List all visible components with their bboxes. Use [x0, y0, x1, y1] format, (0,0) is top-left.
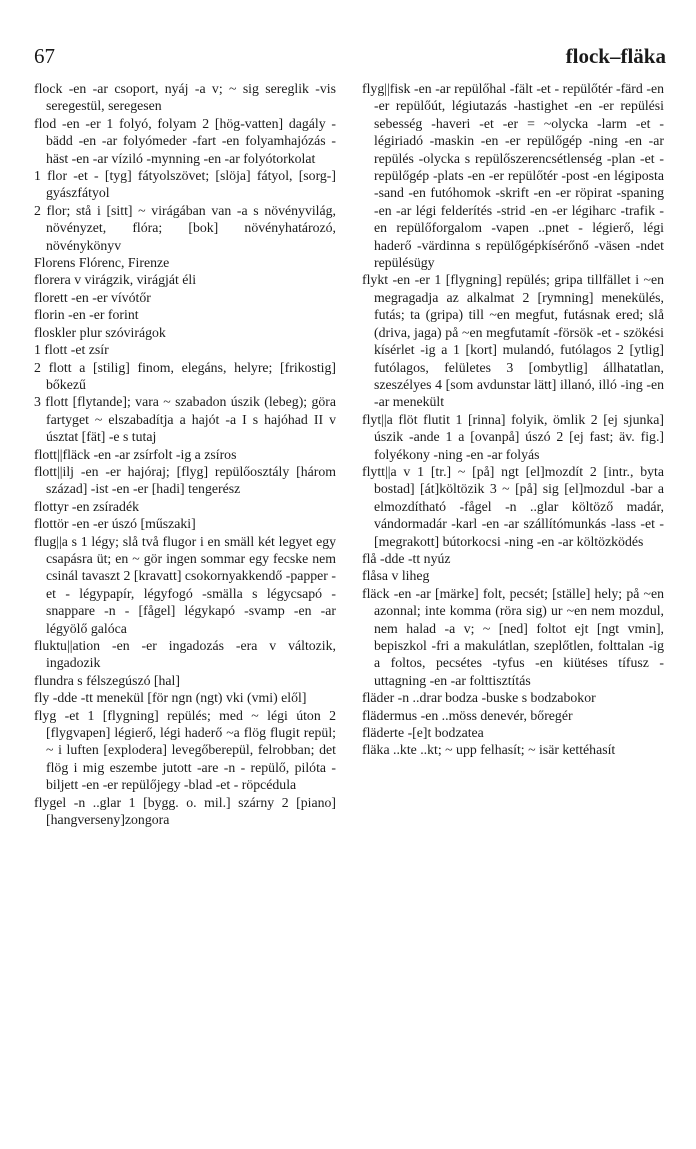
dictionary-entry: flå -dde -tt nyúz	[362, 550, 451, 566]
dictionary-entry: 2 flor; stå i [sitt] ~ virágában van -a s növényvilág, növényzet, flóra; [bok] növényhatározó, növénykönyv	[34, 202, 336, 253]
dictionary-entry: fläck -en -ar [märke] folt, pecsét; [ställe] hely; på ~en azonnal; inte komma (röra sig) ur ~en nem mozdul, nem halad -a v; ~ [ned] foltot ejt [ngt vmin], bepiszkol -fri a makulátlan, szeplőtlen, folttalan -ig a foltos, pecsétes -tyfus -en kiütéses tífusz -uttagning -en -ar folttisztítás	[362, 585, 664, 688]
dictionary-entry: flåsa v liheg	[362, 568, 430, 584]
running-head: flock–fläka	[565, 44, 666, 68]
dictionary-entry: flottör -en -er úszó [műszaki]	[34, 516, 196, 532]
dictionary-entry: flod -en -er 1 folyó, folyam 2 [hög-vatten] dagály -bädd -en -ar folyómeder -fart -en folyamhajózás -häst -en -ar víziló -mynning -en -ar folyótorkolat	[34, 115, 336, 166]
dictionary-entry: flykt -en -er 1 [flygning] repülés; gripa tillfället i ~en megragadja az alkalmat 2 [rymning] menekülés, futás; ta (gripa) till ~en megfut, futásnak ered; slå (driva, jaga) på ~en megfutamít -försök -et - szökési kísérlet -ig a 1 [kort] mulandó, futólagos 2 [ytlig] futólagos, felületes 3 [ombytlig] állhatatlan, szeszélyes 4 [som avdunstar lätt] illanó, illó -ing -en -ar menekült	[362, 272, 664, 410]
dictionary-entry: Florens Flórenc, Firenze	[34, 255, 170, 271]
dictionary-entry: florera v virágzik, virágját éli	[34, 272, 197, 288]
dictionary-entry: 1 flor -et - [tyg] fátyolszövet; [slöja] fátyol, [sorg-] gyászfátyol	[34, 168, 336, 201]
dictionary-entry: florett -en -er vívótőr	[34, 289, 151, 305]
page-header	[34, 44, 666, 72]
dictionary-entry: flott||fläck -en -ar zsírfolt -ig a zsíros	[34, 446, 237, 462]
dictionary-entry: fluktu||ation -en -er ingadozás -era v változik, ingadozik	[34, 638, 336, 671]
dictionary-entry: flyg -et 1 [flygning] repülés; med ~ légi úton 2 [flygvapen] légierő, légi haderő ~a flög flugit repül; ~ i luften [explodera] levegőberepül, felrobban; det flög i mig eszembe jutott -are -n - repülő, pilóta -biljett -en -er repülőjegy -blad -et - röpcédula	[34, 707, 336, 793]
dictionary-entry: floskler plur szóvirágok	[34, 324, 166, 340]
dictionary-entry: flädermus -en ..möss denevér, bőregér	[362, 707, 573, 723]
dictionary-entry: flottyr -en zsíradék	[34, 498, 139, 514]
dictionary-entry: fläka ..kte ..kt; ~ upp felhasít; ~ isär kettéhasít	[362, 742, 616, 758]
dictionary-entry: flug||a s 1 légy; slå två flugor i en smäll két legyet egy csapásra üt; en ~ gör ingen sommar egy fecske nem csinál tavaszt 2 [kravatt] csokornyakkendő -papper -et - légypapír, légyfogó -smälla s légycsapó -snappare -n - [fågel] légykapó -svamp -en -ar légyölő galóca	[34, 533, 336, 636]
right-column	[362, 80, 664, 1130]
dictionary-entry: fly -dde -tt menekül [för ngn (ngt) vki (vmi) elől]	[34, 690, 307, 706]
dictionary-entry: 3 flott [flytande]; vara ~ szabadon úszik (lebeg); göra fartyget ~ elszabadítja a hajót -a I s hajóhad II v úsztat [fät] -e s tutaj	[34, 394, 336, 445]
dictionary-entry: flygel -n ..glar 1 [bygg. o. mil.] szárny 2 [piano] [hangverseny]zongora	[34, 794, 336, 828]
dictionary-entry: flott||ilj -en -er hajóraj; [flyg] repülőosztály [három század] -ist -en -er [hadi] tengerész	[34, 463, 336, 497]
dictionary-entry: florin -en -er forint	[34, 307, 139, 323]
dictionary-entry: flytt||a v 1 [tr.] ~ [på] ngt [el]mozdít 2 [intr., byta bostad] [át]költözik 3 ~ [på] sig [el]mozdul -bar a elmozdítható -fågel -n ..glar költöző madár, vándormadár -karl -en -ar szállítómunkás -lass -et - [megrakott] bútorkocsi -ning -en -ar költözködés	[362, 463, 664, 549]
dictionary-entry: flyg||fisk -en -ar repülőhal -fält -et - repülőtér -färd -en -er repülőút, légiutazás -hastighet -en -er repülési sebesség -haveri -et -er = ~olycka -larm -et - légiriadó -maskin -en -er repülőgép -ning -en -ar repülés -olycka s repülőszerencsétlenség -plan -et - repülőgép -plats -en -er repülőtér -post -en légiposta -sand -en futóhomok -skrift -en -er röpirat -spaning -en -ar légi felderítés -strid -en -er légiharc -trafik -en repülőforgalom -vapen ..pnet - légierő, légi haderő -värdinna s repülőgépkísérőnő -väsen -ndet repülésügy	[362, 81, 664, 271]
dictionary-entry: flundra s félszegúszó [hal]	[34, 672, 180, 688]
dictionary-entry: 2 flott a [stilig] finom, elegáns, helyre; [frikostig] bőkezű	[34, 359, 336, 392]
page-number: 67	[34, 44, 55, 68]
dictionary-entry: 1 flott -et zsír	[34, 342, 109, 358]
left-column	[34, 80, 336, 1130]
dictionary-entry: fläder -n ..drar bodza -buske s bodzabokor	[362, 690, 596, 706]
dictionary-entry: flyt||a flöt flutit 1 [rinna] folyik, ömlik 2 [ej sjunka] úszik -ande 1 a [ovanpå] úszó 2 [ej fast; äv. fig.] folyékony -ning -en -ar folyás	[362, 411, 664, 462]
dictionary-entry: fläderte -[e]t bodzatea	[362, 725, 484, 741]
dictionary-entry: flock -en -ar csoport, nyáj -a v; ~ sig sereglik -vis seregestül, seregesen	[34, 81, 336, 114]
